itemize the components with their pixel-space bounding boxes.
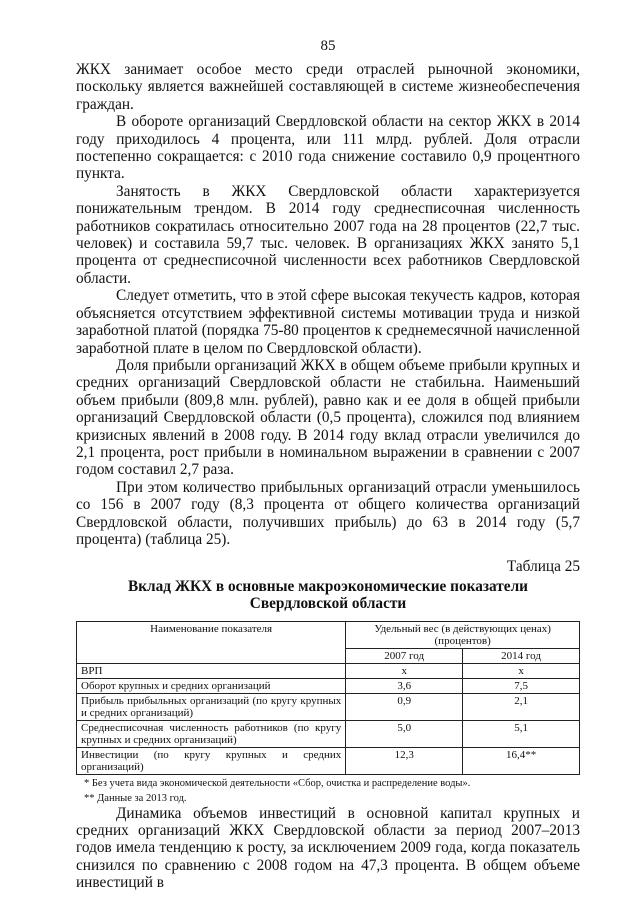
paragraph-6: При этом количество прибыльных организаций отрасли уменьшилось со 156 в 2007 году (8,3 процента от общего количества организаций Свердловской области, получивших прибыль) до 63 в 2014 году (5,7 процента) (таблица 25). [76, 478, 580, 548]
row-name: Прибыль прибыльных организаций (по кругу крупных и средних организаций) [77, 693, 346, 720]
table-footnote-1: * Без учета вида экономической деятельности «Сбор, очистка и распределение воды». [84, 777, 471, 789]
row-value-2007: 0,9 [346, 693, 463, 720]
header-indicator-name: Наименование показателя [77, 621, 346, 663]
paragraph-1: ЖКХ занимает особое место среди отраслей рыночной экономики, поскольку является важнейшей составляющей в системе жизнеобеспечения граждан. [76, 61, 580, 113]
row-value-2014: 2,1 [463, 693, 580, 720]
paragraph-4: Следует отметить, что в этой сфере высокая текучесть кадров, которая объясняется отсутствием эффективной системы мотивации труда и низкой заработной платой (порядка 75-80 процентов к среднемесячной начисленной заработной плате в целом по Свердловской области). [76, 287, 580, 357]
paragraph-3: Занятость в ЖКХ Свердловской области характеризуется понижательным трендом. В 2014 году среднесписочная численность работников сократилась относительно 2007 года на 28 процентов (22,7 тыс. человек) и составила 59,7 тыс. человек. В организациях ЖКХ занято 5,1 процента от среднесписочной численности всех работников Свердловской области. [76, 182, 580, 287]
row-name: Среднесписочная численность работников (по кругу крупных и средних организаций) [77, 720, 346, 747]
header-year-2014: 2014 год [463, 648, 580, 663]
paragraph-5: Доля прибыли организаций ЖКХ в общем объеме прибыли крупных и средних организаций Свердловской области не стабильна. Наименьший объем прибыли (809,8 млн. рублей), равно как и ее доля в общей прибыли организаций Свердловской области (0,5 процента), сложился под влиянием кризисных явлений в 2008 году. В 2014 году вклад отрасли увеличился до 2,1 процента, рост прибыли в номинальном выражении в сравнении с 2007 годом составил 2,7 раза. [76, 356, 580, 479]
table-row [77, 693, 580, 720]
table-row [77, 678, 580, 693]
header-year-2007: 2007 год [346, 648, 463, 663]
table-label: Таблица 25 [506, 558, 580, 576]
row-value-2007: 3,6 [346, 678, 463, 693]
row-name: ВРП [77, 663, 346, 678]
row-value-2014: 16,4** [463, 747, 580, 774]
table-row [77, 663, 580, 678]
header-share: Удельный вес (в действующих ценах) (процентов) [346, 621, 580, 648]
row-name: Инвестиции (по кругу крупных и средних организаций) [77, 747, 346, 774]
table-title: Вклад ЖКХ в основные макроэкономические показатели Свердловской области [128, 577, 528, 613]
table-footnote-2: ** Данные за 2013 год. [84, 792, 187, 804]
row-value-2007: х [346, 663, 463, 678]
row-value-2014: 7,5 [463, 678, 580, 693]
table-header-row [77, 621, 580, 648]
paragraph-2: В обороте организаций Свердловской области на сектор ЖКХ в 2014 году приходилось 4 процента, или 111 млрд. рублей. Доля отрасли постепенно сокращается: с 2010 года снижение составило 0,9 процентного пункта. [76, 113, 580, 183]
table-row [77, 747, 580, 774]
page-number: 85 [320, 38, 336, 54]
row-value-2007: 12,3 [346, 747, 463, 774]
row-value-2014: 5,1 [463, 720, 580, 747]
row-value-2007: 5,0 [346, 720, 463, 747]
indicators-table [76, 621, 580, 775]
table-row [77, 720, 580, 747]
row-value-2014: х [463, 663, 580, 678]
row-name: Оборот крупных и средних организаций [77, 678, 346, 693]
paragraph-after-table: Динамика объемов инвестиций в основной капитал крупных и средних организаций ЖКХ Свердловской области за период 2007–2013 годов имела тенденцию к росту, за исключением 2009 года, когда показатель снизился по сравнению с 2008 годом на 47,3 процента. В общем объеме инвестиций в [76, 804, 580, 892]
